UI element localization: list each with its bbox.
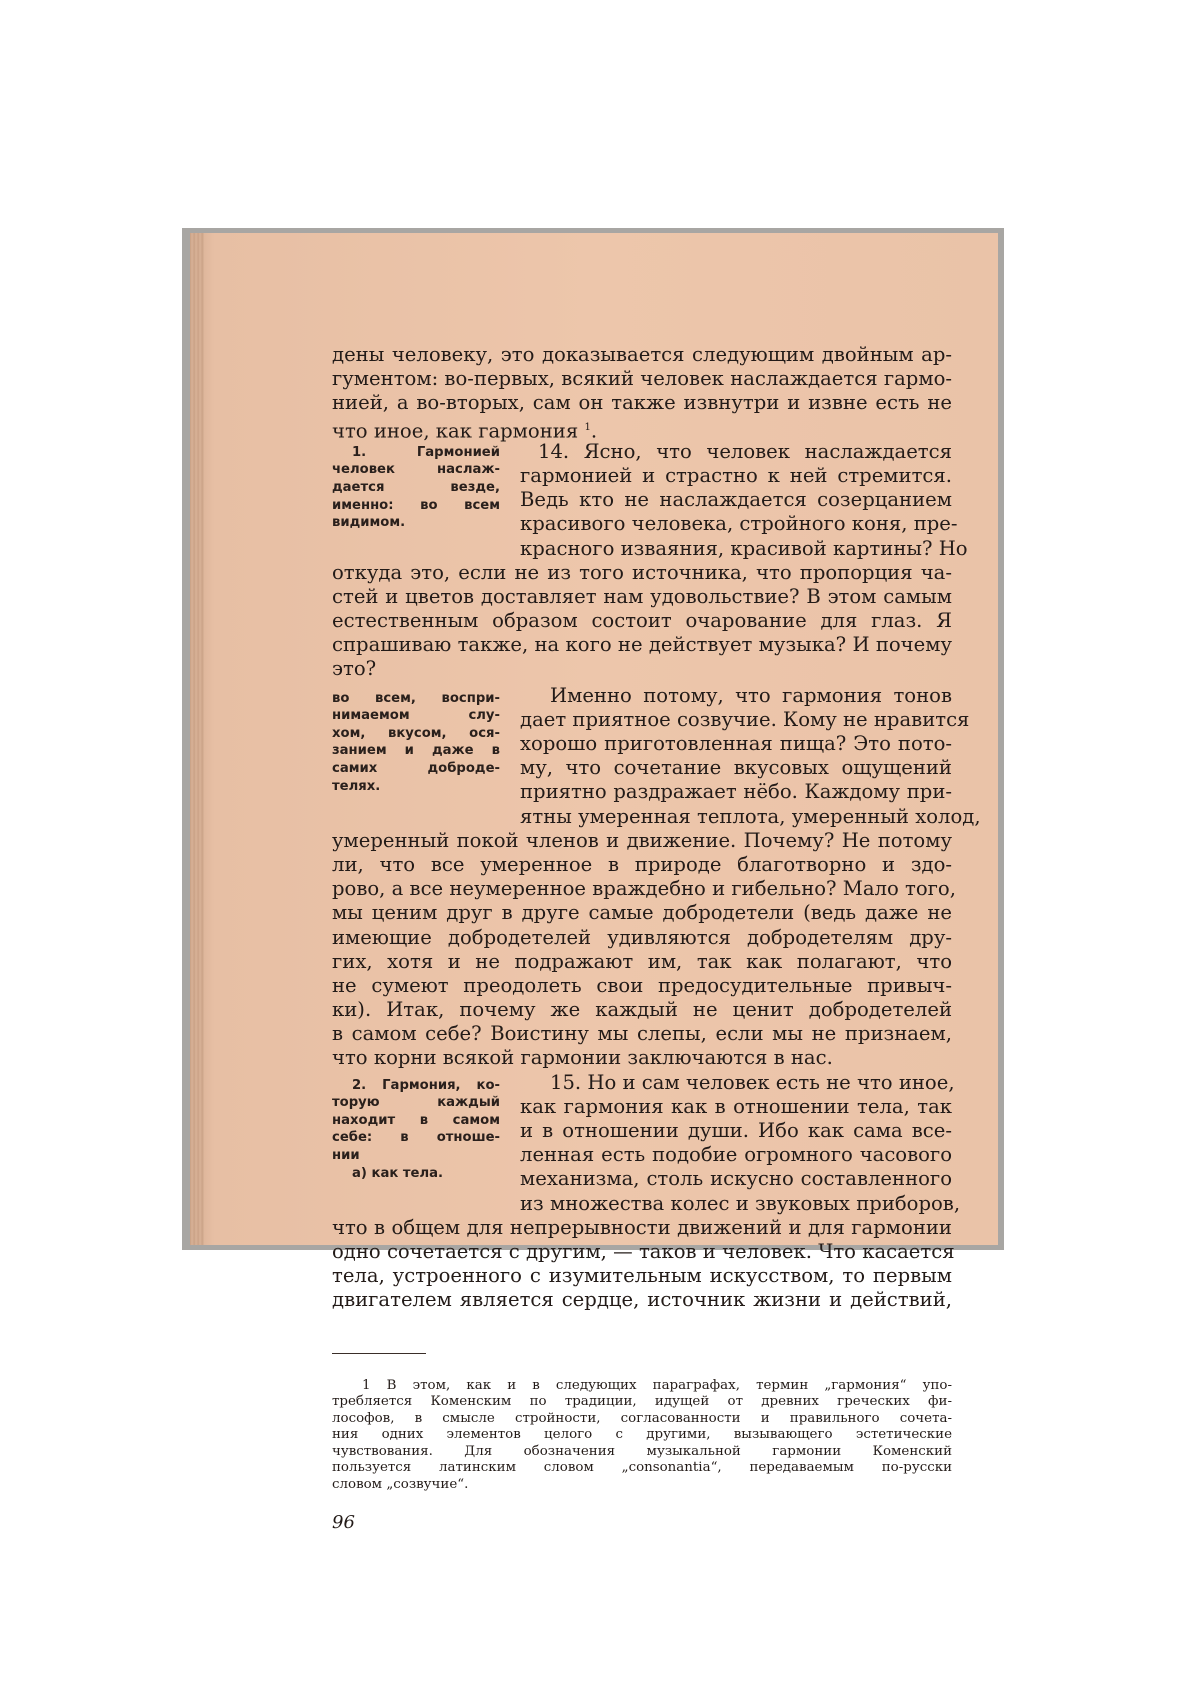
text-line: что корни всякой гармонии заключаются в нас.: [332, 1046, 833, 1070]
text-line: гументом: во-первых, всякий человек наслаждается гармо-: [332, 367, 952, 391]
margin-note-line: именно: во всем: [332, 497, 500, 513]
text-line: дает приятное созвучие. Кому не нравится: [520, 707, 970, 731]
text-span: .: [590, 419, 598, 443]
margin-note-line: занием и даже в: [332, 743, 500, 759]
text-line: одно сочетается с другим, — таков и человек. Что касается: [332, 1239, 955, 1263]
paragraph-15-block: [332, 1070, 961, 1313]
margin-note-line: телях.: [332, 778, 381, 794]
footnote-line: словом „созвучие“.: [332, 1477, 469, 1493]
footnote-line: требляется Коменским по традиции, идущей от древних греческих фи-: [332, 1394, 952, 1410]
footnote-ref: 1: [584, 421, 591, 433]
margin-note-line: нимаемом слу-: [332, 708, 500, 724]
margin-note-line: во всем, воспри-: [332, 690, 500, 706]
margin-note-line: нии: [332, 1148, 360, 1163]
text-line: гих, хотя и не подражают им, так как полагают, что: [332, 949, 952, 973]
text-line: ленная есть подобие огромного часового: [520, 1143, 952, 1167]
text-line: тела, устроенного с изумительным искусством, то первым: [332, 1264, 952, 1288]
margin-note-3: [332, 1077, 500, 1183]
text-line: в самом себе? Воистину мы слепы, если мы не признаем,: [332, 1022, 952, 1046]
text-line: дены человеку, это доказывается следующим двойным ар-: [332, 343, 952, 366]
page-content: [332, 343, 981, 1533]
margin-note-line: торую каждый: [332, 1095, 500, 1111]
text-line: это?: [332, 657, 377, 681]
text-line: двигателем является сердце, источник жизни и действий,: [332, 1288, 952, 1312]
text-line: му, что сочетание вкусовых ощущений: [520, 756, 952, 780]
text-line: как гармония как в отношении тела, так: [520, 1094, 952, 1118]
text-line: Ведь кто не наслаждается созерцанием: [520, 488, 952, 512]
margin-note-line: хом, вкусом, ося-: [332, 725, 500, 741]
scanned-page-frame: [182, 228, 1004, 1533]
footnote-divider: [332, 1353, 426, 1354]
text-line: естественным образом состоит очарование для глаз. Я: [332, 609, 952, 633]
footnote-line: 1 В этом, как и в следующих параграфах, термин „гармония“ упо-: [362, 1377, 952, 1393]
text-line: механизма, столь искусно составленного: [520, 1167, 952, 1191]
text-line: 14. Ясно, что человек наслаждается: [538, 439, 952, 463]
text-line: ли, что все умеренное в природе благотворно и здо-: [332, 852, 952, 876]
margin-note-line: дается везде,: [332, 479, 500, 495]
margin-note-2: [332, 690, 500, 796]
paragraph-intro: [332, 343, 952, 443]
footnote-line: ния одних элементов целого с другими, вызывающего эстетические: [332, 1427, 952, 1443]
text-line: спрашиваю также, на кого не действует музыка? И почему: [332, 633, 952, 657]
page-number: 96: [332, 1511, 355, 1533]
text-line: нией, а во-вторых, сам он также извнутри и извне есть не: [332, 391, 952, 415]
text-line: хорошо приготовленная пища? Это пото-: [520, 732, 952, 755]
paragraph-14-block: [332, 439, 968, 682]
text-line: гармонией и страстно к ней стремится.: [520, 463, 952, 487]
text-line: рово, а все неумеренное враждебно и гибельно? Мало того,: [332, 877, 956, 901]
footnote-line: лософов, в смысле стройности, согласованности и правильного сочета-: [332, 1410, 952, 1426]
page-edge-shadow: [190, 233, 204, 1245]
text-line: не сумеют преодолеть свои предосудительные привыч-: [332, 973, 952, 997]
text-line: умеренный покой членов и движение. Почему? Не потому: [332, 828, 952, 852]
text-line: ки). Итак, почему же каждый не ценит добродетелей: [332, 998, 952, 1022]
text-line: 15. Но и сам человек есть не что иное,: [550, 1070, 955, 1094]
footnote: [332, 1378, 952, 1494]
text-line: что в общем для непрерывности движений и для гармонии: [332, 1215, 952, 1239]
footnote-line: чувствования. Для обозначения музыкальной гармонии Коменский: [332, 1443, 952, 1459]
text-line: [332, 416, 952, 443]
margin-note-line: видимом.: [332, 515, 406, 531]
margin-note-line: а) как тела.: [352, 1165, 444, 1181]
text-line: из множества колес и звуковых приборов,: [520, 1191, 961, 1215]
text-line: красного изваяния, красивой картины? Но: [520, 536, 968, 560]
margin-note-line: себе: в отноше-: [332, 1130, 500, 1146]
margin-note-line: человек наслаж-: [332, 462, 500, 478]
text-line: откуда это, если не из того источника, что пропорция ча-: [332, 560, 952, 584]
text-line: и в отношении души. Ибо как сама все-: [520, 1119, 952, 1142]
margin-note-1: [332, 444, 500, 532]
text-line: ятны умеренная теплота, умеренный холод,: [520, 804, 981, 828]
margin-note-line: 1. Гармонией: [352, 444, 500, 460]
text-line: мы ценим друг в друге самые добродетели (ведь даже не: [332, 901, 952, 925]
text-line: Именно потому, что гармония тонов: [550, 683, 952, 707]
text-line: стей и цветов доставляет нам удовольствие? В этом самым: [332, 584, 952, 608]
margin-note-line: самих доброде-: [332, 761, 500, 776]
book-page: [190, 233, 998, 1533]
text-line: красивого человека, стройного коня, пре-: [520, 512, 958, 536]
footnote-line: пользуется латинским словом „consonantia“, передаваемым по-русски: [332, 1460, 952, 1476]
paragraph-harmony-block: [332, 683, 981, 1071]
margin-note-line: находит в самом: [332, 1112, 500, 1128]
text-span: что иное, как гармония: [332, 419, 579, 443]
text-line: имеющие добродетелей удивляются добродетелям дру-: [332, 925, 952, 949]
margin-note-line: 2. Гармония, ко-: [352, 1077, 500, 1093]
text-line: приятно раздражает нёбо. Каждому при-: [520, 780, 952, 804]
